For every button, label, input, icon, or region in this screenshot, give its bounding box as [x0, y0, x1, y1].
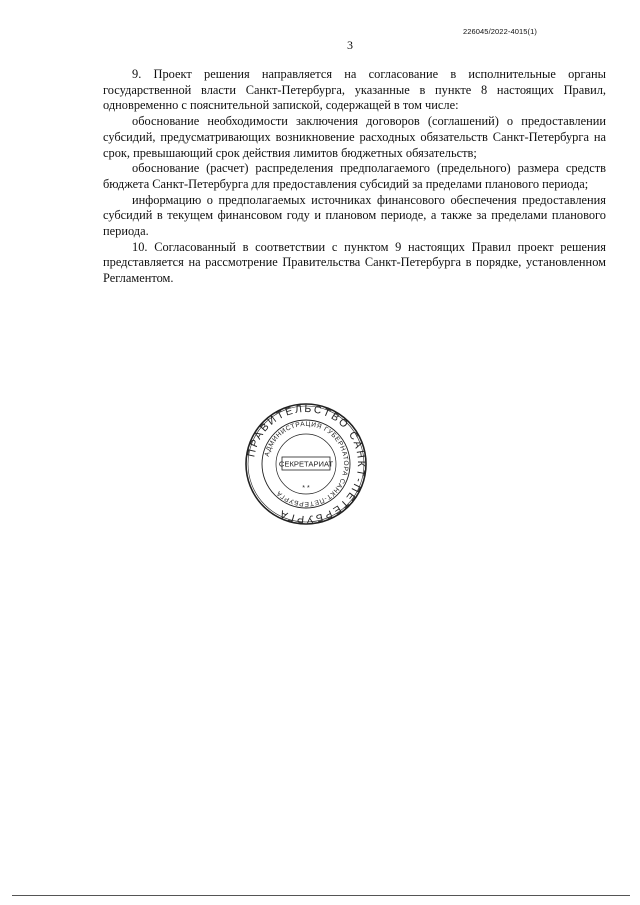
- paragraph-justification-agreements: обоснование необходимости заключения договоров (соглашений) о предоставлении субсидий, предусматривающих возникновение расходных обязательств Санкт-Петербурга на срок, превышающий срок действия лимитов бюджетных обязательств;: [103, 114, 606, 160]
- official-seal-stamp: [244, 402, 368, 526]
- seal-graphic: [244, 402, 368, 526]
- paragraph-funding-sources: информацию о предполагаемых источниках финансового обеспечения предоставления субсидий в текущем финансовом году и плановом периоде, а также за пределами планового периода.: [103, 192, 606, 239]
- seal-stars: * *: [302, 485, 310, 492]
- seal-center-text: СЕКРЕТАРИАТ: [278, 459, 334, 469]
- seal-outer-text: ПРАВИТЕЛЬСТВО САНКТ-ПЕТЕРБУРГА: [245, 402, 368, 526]
- paragraph-justification-distribution: обоснование (расчет) распределения предполагаемого (предельного) размера средств бюджета Санкт-Петербурга для предоставления субсидий за пределами планового периода;: [103, 161, 606, 191]
- page-number: 3: [347, 38, 353, 52]
- bottom-divider: [12, 895, 630, 896]
- document-id: 226045/2022-4015(1): [462, 27, 537, 36]
- paragraph-item-10: 10. Согласованный в соответствии с пунктом 9 настоящих Правил проект решения представляется на рассмотрение Правительства Санкт-Петербурга в порядке, установленном Регламентом.: [103, 239, 606, 286]
- document-body: [103, 67, 606, 287]
- paragraph-item-9: 9. Проект решения направляется на согласование в исполнительные органы государственной власти Санкт-Петербурга, указанные в пункте 8 настоящих Правил, одновременно с пояснительной запиской, содержащей в том числе:: [103, 67, 606, 113]
- seal-inner-text: АДМИНИСТРАЦИЯ ГУБЕРНАТОРА САНКТ-ПЕТЕРБУРГА: [263, 420, 350, 508]
